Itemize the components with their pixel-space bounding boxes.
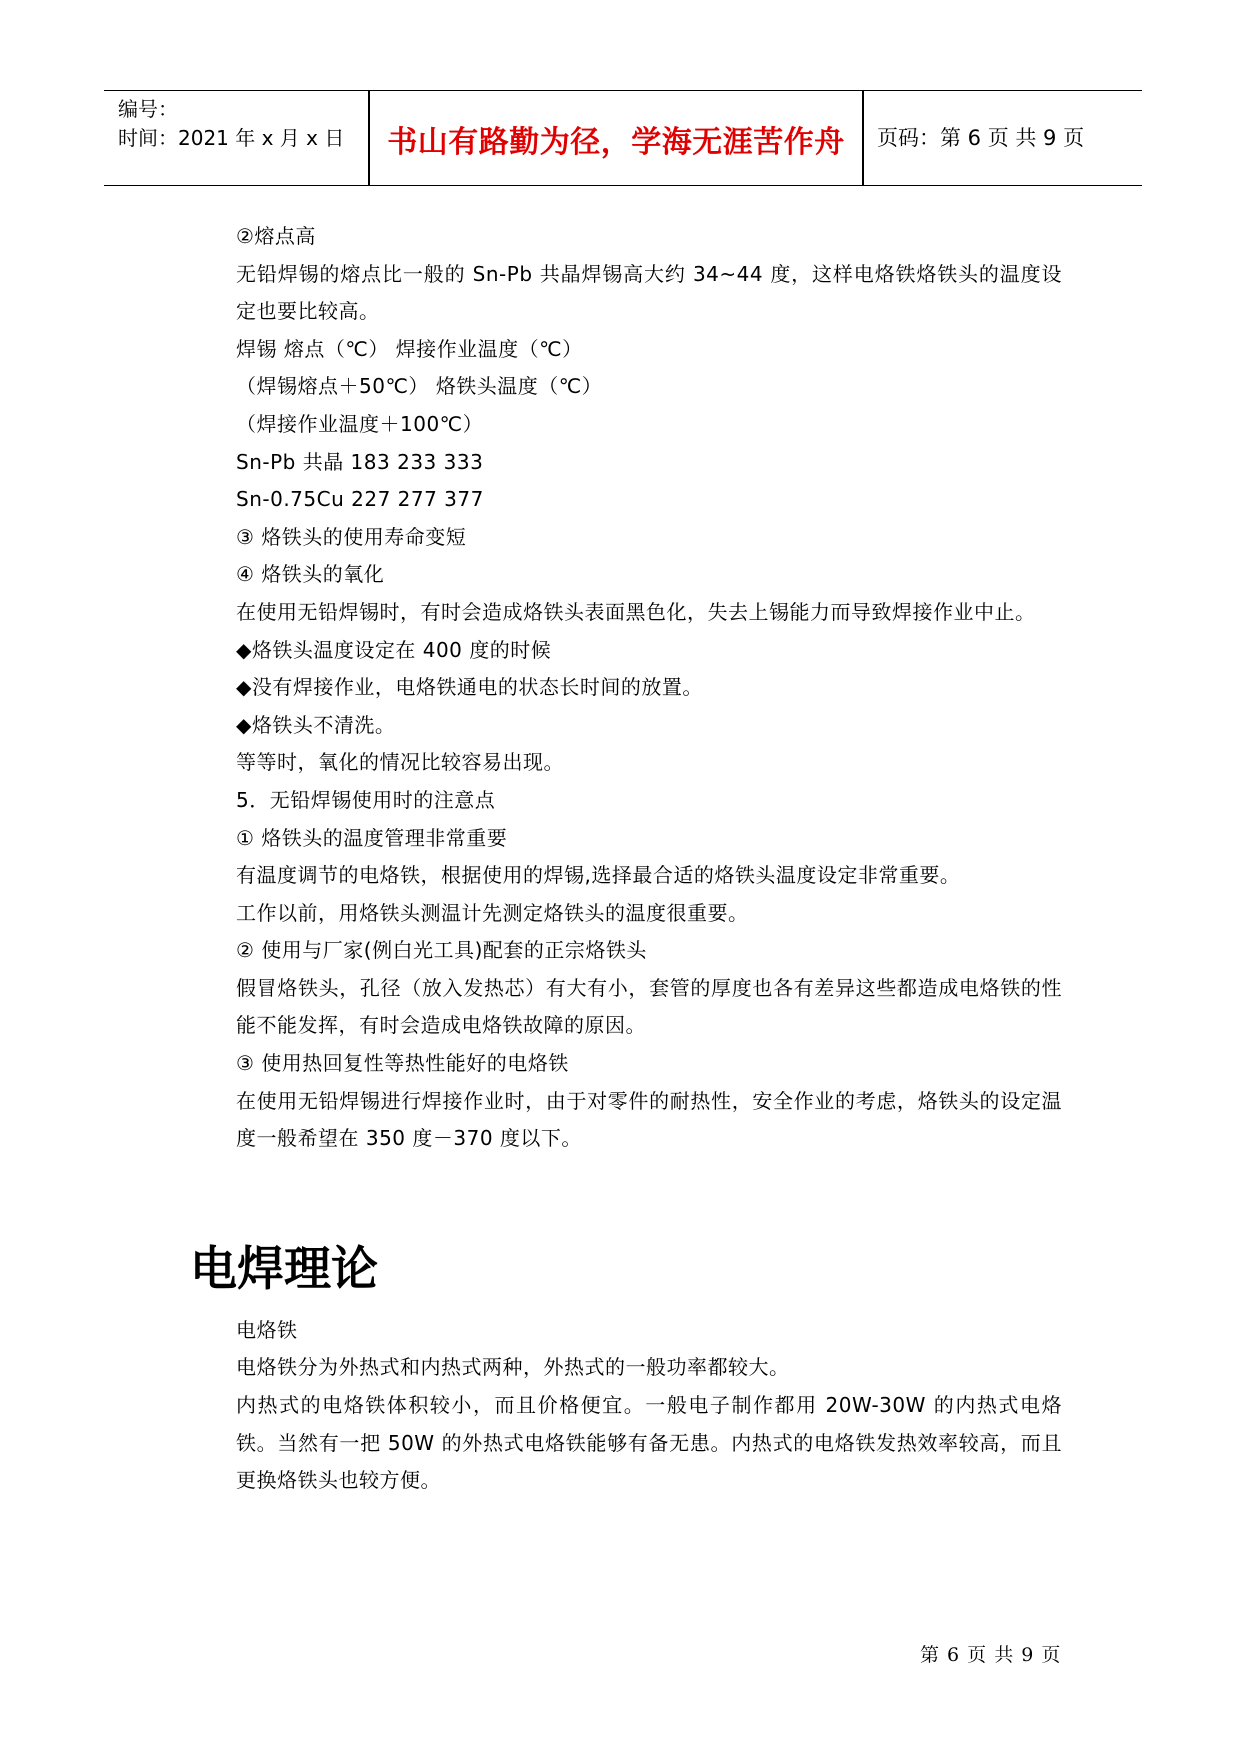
paragraph: 假冒烙铁头，孔径（放入发热芯）有大有小，套管的厚度也各有差异这些都造成电烙铁的性能不能发挥，有时会造成电烙铁故障的原因。 — [236, 975, 1062, 1038]
paragraph: 在使用无铅焊锡时，有时会造成烙铁头表面黑色化，失去上锡能力而导致焊接作业中止。 — [236, 599, 1036, 624]
paragraph: 5．无铅焊锡使用时的注意点 — [236, 787, 496, 812]
paragraph: ④ 烙铁头的氧化 — [236, 562, 385, 587]
paragraph: Sn-0.75Cu 227 277 377 — [236, 487, 484, 512]
section-heading: 电焊理论 — [190, 1241, 378, 1297]
date-line: 时间：2021 年 x 月 x 日 — [118, 126, 345, 150]
section-paragraph-list — [190, 1312, 1062, 1500]
header-page-number: 页码：第 6 页 共 9 页 — [877, 126, 1085, 150]
paragraph: 电烙铁 — [236, 1317, 298, 1342]
paragraph: 内热式的电烙铁体积较小，而且价格便宜。一般电子制作都用 20W-30W 的内热式电烙铁。当然有一把 50W 的外热式电烙铁能够有备无患。内热式的电烙铁发热效率较高，而且更换烙铁头也较方便。 — [236, 1393, 1062, 1493]
page-header — [104, 90, 1142, 186]
paragraph: 在使用无铅焊锡进行焊接作业时，由于对零件的耐热性，安全作业的考虑，烙铁头的设定温度一般希望在 350 度－370 度以下。 — [236, 1088, 1062, 1151]
paragraph: 焊锡 熔点（℃） 焊接作业温度（℃） — [236, 336, 583, 361]
paragraph: 等等时，氧化的情况比较容易出现。 — [236, 750, 564, 775]
header-meta — [118, 95, 344, 153]
paragraph: 无铅焊锡的熔点比一般的 Sn-Pb 共晶焊锡高大约 34~44 度，这样电烙铁烙铁头的温度设定也要比较高。 — [236, 261, 1062, 324]
paragraph: 工作以前，用烙铁头测温计先测定烙铁头的温度很重要。 — [236, 900, 749, 925]
paragraph: ◆烙铁头不清洗。 — [236, 712, 396, 737]
paragraph: 电烙铁分为外热式和内热式两种，外热式的一般功率都较大。 — [236, 1355, 790, 1380]
paragraph: ② 使用与厂家(例白光工具)配套的正宗烙铁头 — [236, 938, 647, 963]
section-gap — [190, 1158, 1062, 1240]
paragraph-list — [190, 218, 1062, 1158]
header-motto: 书山有路勤为径，学海无涯苦作舟 — [387, 125, 845, 160]
paragraph: 有温度调节的电烙铁，根据使用的焊锡,选择最合适的烙铁头温度设定非常重要。 — [236, 863, 961, 888]
header-divider — [862, 91, 864, 185]
paragraph: ① 烙铁头的温度管理非常重要 — [236, 825, 508, 850]
paragraph: ③ 烙铁头的使用寿命变短 — [236, 524, 467, 549]
document-body — [190, 218, 1062, 1500]
page-footer: 第 6 页 共 9 页 — [920, 1644, 1062, 1666]
paragraph: Sn-Pb 共晶 183 233 333 — [236, 449, 484, 474]
paragraph: ②熔点高 — [236, 224, 316, 248]
paragraph: （焊锡熔点＋50℃） 烙铁头温度（℃） — [236, 374, 603, 399]
paragraph: ◆烙铁头温度设定在 400 度的时候 — [236, 637, 552, 662]
serial-number: 编号： — [118, 97, 178, 121]
paragraph: （焊接作业温度＋100℃） — [236, 411, 484, 436]
paragraph: ◆没有焊接作业，电烙铁通电的状态长时间的放置。 — [236, 675, 703, 700]
paragraph: ③ 使用热回复性等热性能好的电烙铁 — [236, 1051, 569, 1076]
